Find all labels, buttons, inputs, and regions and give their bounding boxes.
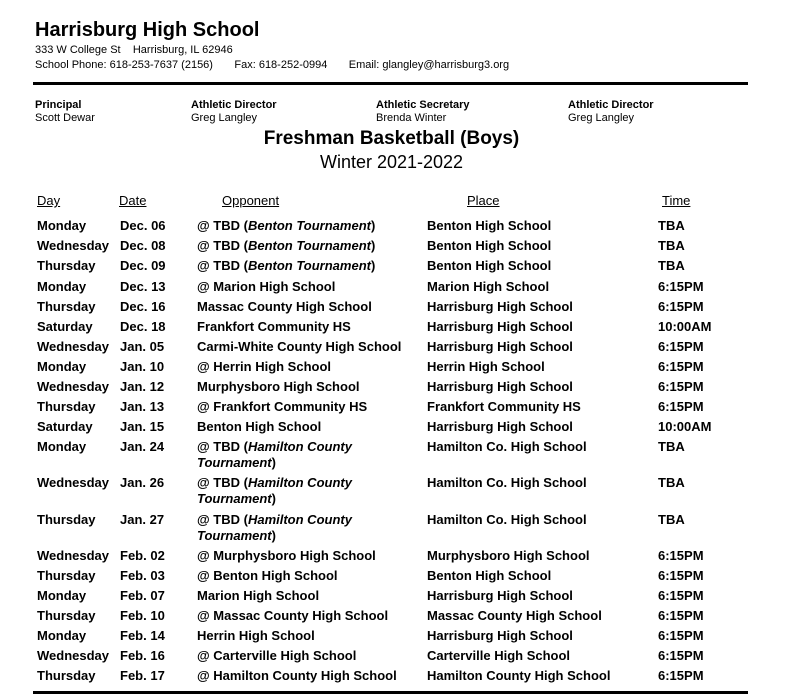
game-place: Harrisburg High School [427,419,573,434]
staff-principal [35,99,95,125]
opponent-close-paren: ) [271,491,276,506]
game-place: Harrisburg High School [427,628,573,643]
opponent-close-paren: ) [271,528,276,543]
game-place: Hamilton Co. High School [427,475,587,490]
game-date: Jan. 26 [120,475,165,490]
opponent-close-paren: ) [370,218,376,233]
game-opponent [197,648,412,664]
game-date: Feb. 17 [120,668,165,683]
school-contact [35,59,509,71]
game-opponent [197,475,412,507]
school-fax: Fax: 618-252-0994 [234,59,328,71]
column-header-place: Place [467,193,500,208]
opponent-close-paren: ) [370,258,376,273]
staff-role: Athletic Director [568,99,654,111]
opponent-text: Marion High School [197,588,320,603]
game-date: Dec. 16 [120,299,166,314]
game-date: Dec. 09 [120,258,166,273]
game-place: Benton High School [427,238,552,253]
school-phone: School Phone: 618-253-7637 (2156) [35,59,213,71]
game-time: 10:00AM [658,419,712,434]
game-time: 6:15PM [658,548,704,563]
game-day: Thursday [37,568,96,583]
column-header-time: Time [662,193,691,208]
staff-athletic-director-2 [568,99,654,125]
game-place: Harrisburg High School [427,339,573,354]
opponent-close-paren: ) [271,455,276,470]
game-date: Feb. 03 [120,568,165,583]
game-time: 6:15PM [658,668,704,683]
game-place: Benton High School [427,568,552,583]
opponent-text: @ TBD ( [197,258,248,273]
opponent-text: @ Carterville High School [197,648,357,663]
column-header-date: Date [119,193,147,208]
game-opponent [197,439,412,471]
school-name: Harrisburg High School [35,19,260,41]
tournament-name: Benton Tournament [247,218,371,233]
opponent-text: @ Benton High School [197,568,338,583]
game-date: Feb. 10 [120,608,165,623]
game-time: 6:15PM [658,588,704,603]
game-day: Monday [37,218,87,233]
game-date: Feb. 02 [120,548,165,563]
game-day: Thursday [37,258,96,273]
game-place: Harrisburg High School [427,319,573,334]
schedule-title: Freshman Basketball (Boys) [263,128,520,149]
game-opponent [197,238,412,254]
game-opponent [197,299,412,315]
game-place: Frankfort Community HS [427,399,581,414]
staff-name: Scott Dewar [35,112,95,124]
game-date: Dec. 13 [120,279,166,294]
opponent-text: Frankfort Community HS [197,319,351,334]
game-opponent [197,548,412,564]
game-place: Harrisburg High School [427,379,573,394]
game-day: Wednesday [37,238,110,253]
game-date: Jan. 13 [120,399,165,414]
header-divider [33,82,748,85]
game-date: Dec. 18 [120,319,166,334]
game-time: TBA [658,218,685,233]
game-opponent [197,279,412,295]
game-place: Herrin High School [427,359,545,374]
game-date: Jan. 10 [120,359,165,374]
game-time: 6:15PM [658,299,704,314]
game-opponent [197,419,412,435]
game-date: Jan. 12 [120,379,165,394]
staff-role: Athletic Secretary [376,99,470,111]
opponent-text: @ TBD ( [197,439,248,454]
staff-role: Principal [35,99,82,111]
column-header-day: Day [37,193,61,208]
game-day: Wednesday [37,475,110,490]
game-day: Wednesday [37,379,110,394]
game-opponent [197,218,412,234]
game-place: Murphysboro High School [427,548,590,563]
game-place: Benton High School [427,218,552,233]
opponent-text: @ Hamilton County High School [197,668,397,683]
staff-name: Brenda Winter [376,112,447,124]
game-day: Wednesday [37,339,110,354]
opponent-text: @ Murphysboro High School [197,548,376,563]
game-time: TBA [658,258,685,273]
season-subtitle: Winter 2021-2022 [319,152,464,172]
school-email: Email: glangley@harrisburg3.org [348,59,510,71]
game-opponent [197,512,412,544]
column-header-opponent: Opponent [222,193,280,208]
game-time: 6:15PM [658,359,704,374]
game-date: Feb. 07 [120,588,165,603]
staff-athletic-director [191,99,277,125]
game-date: Dec. 08 [120,238,166,253]
game-day: Wednesday [37,648,110,663]
game-time: 10:00AM [658,319,712,334]
game-day: Thursday [37,399,96,414]
game-place: Carterville High School [427,648,571,663]
tournament-name: Hamilton County Tournament [197,475,352,506]
opponent-text: Carmi-White County High School [197,339,402,354]
school-address [35,44,233,56]
game-date: Feb. 14 [120,628,165,643]
game-time: TBA [658,238,685,253]
game-day: Saturday [37,319,93,334]
footer-divider [33,691,748,694]
game-time: TBA [658,475,685,490]
opponent-text: @ TBD ( [197,218,248,233]
game-day: Wednesday [37,548,110,563]
game-opponent [197,399,412,415]
tournament-name: Hamilton County Tournament [197,512,352,543]
staff-name: Greg Langley [191,112,258,124]
street-address: 333 W College St [35,44,121,56]
staff-athletic-secretary [376,99,470,125]
game-day: Thursday [37,299,96,314]
game-place: Hamilton Co. High School [427,512,587,527]
tournament-name: Benton Tournament [247,238,371,253]
game-place: Marion High School [427,279,550,294]
game-time: 6:15PM [658,279,704,294]
game-time: 6:15PM [658,648,704,663]
city-address: Harrisburg, IL 62946 [132,44,233,56]
game-day: Thursday [37,668,96,683]
game-day: Thursday [37,512,96,527]
tournament-name: Hamilton County Tournament [197,439,352,470]
game-time: TBA [658,512,685,527]
opponent-text: Massac County High School [197,299,372,314]
opponent-text: Herrin High School [197,628,315,643]
game-date: Jan. 24 [120,439,165,454]
opponent-text: @ Frankfort Community HS [197,399,368,414]
game-opponent [197,379,412,395]
opponent-text: @ Herrin High School [197,359,332,374]
opponent-text: @ TBD ( [197,238,248,253]
game-opponent [197,588,412,604]
opponent-text: Benton High School [197,419,322,434]
game-place: Harrisburg High School [427,588,573,603]
opponent-text: @ Marion High School [197,279,336,294]
game-day: Monday [37,439,87,454]
game-time: TBA [658,439,685,454]
game-opponent [197,258,412,274]
game-place: Harrisburg High School [427,299,573,314]
staff-role: Athletic Director [191,99,277,111]
game-opponent [197,319,412,335]
game-opponent [197,668,412,684]
game-opponent [197,608,412,624]
game-time: 6:15PM [658,608,704,623]
game-opponent [197,339,412,355]
opponent-text: @ TBD ( [197,512,248,527]
tournament-name: Benton Tournament [247,258,371,273]
game-day: Thursday [37,608,96,623]
game-place: Hamilton Co. High School [427,439,587,454]
game-time: 6:15PM [658,399,704,414]
game-day: Monday [37,359,87,374]
game-date: Jan. 15 [120,419,165,434]
game-place: Massac County High School [427,608,602,623]
opponent-close-paren: ) [370,238,376,253]
game-date: Feb. 16 [120,648,165,663]
game-opponent [197,359,412,375]
game-opponent [197,568,412,584]
game-day: Monday [37,279,87,294]
game-opponent [197,628,412,644]
game-place: Hamilton County High School [427,668,611,683]
game-date: Jan. 27 [120,512,165,527]
game-time: 6:15PM [658,568,704,583]
opponent-text: @ TBD ( [197,475,248,490]
opponent-text: @ Massac County High School [197,608,389,623]
game-day: Saturday [37,419,93,434]
staff-name: Greg Langley [568,112,635,124]
game-time: 6:15PM [658,628,704,643]
game-day: Monday [37,588,87,603]
game-time: 6:15PM [658,339,704,354]
game-date: Jan. 05 [120,339,165,354]
game-day: Monday [37,628,87,643]
game-date: Dec. 06 [120,218,166,233]
game-time: 6:15PM [658,379,704,394]
opponent-text: Murphysboro High School [197,379,360,394]
game-place: Benton High School [427,258,552,273]
